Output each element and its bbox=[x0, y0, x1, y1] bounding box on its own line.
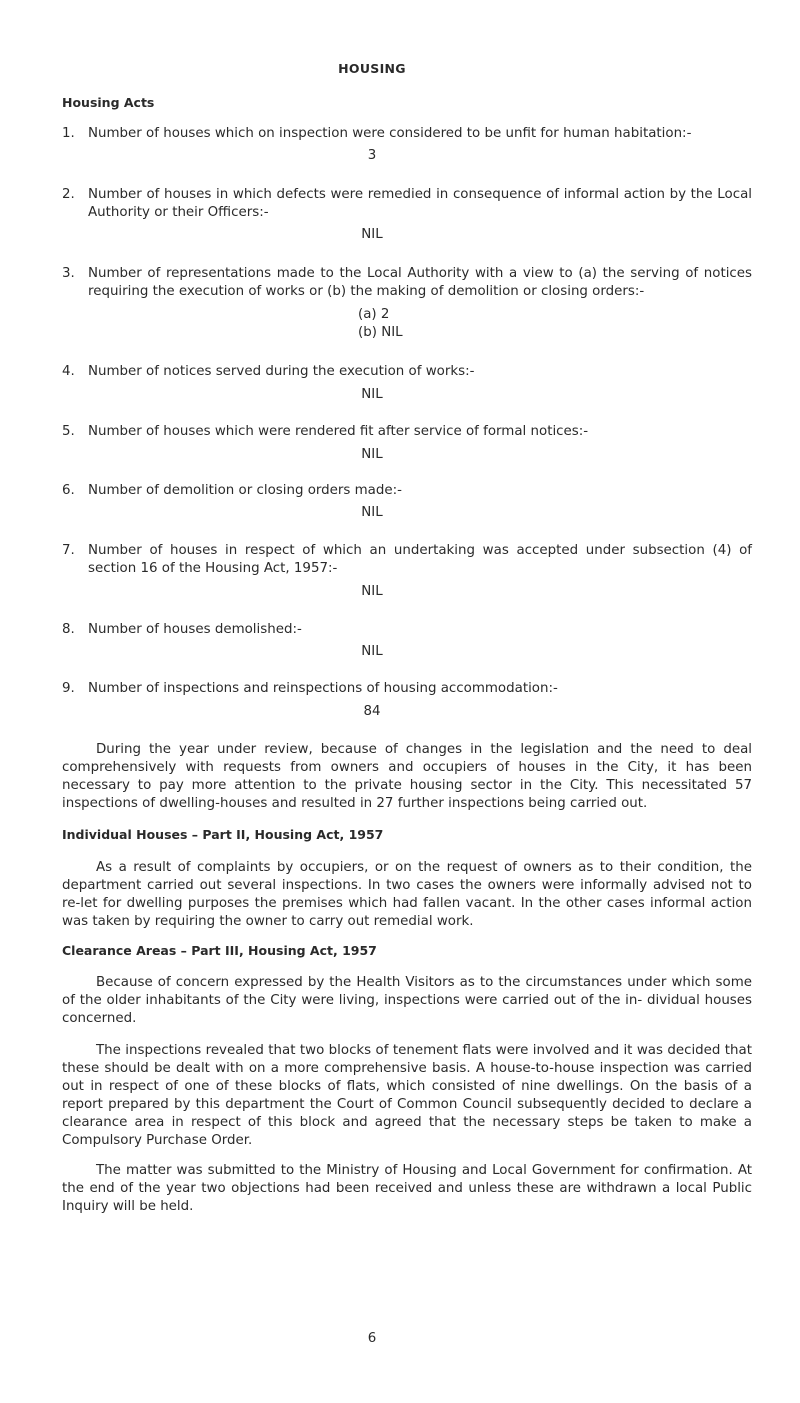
list-item bbox=[62, 542, 752, 578]
item-answer-a: (a) 2 bbox=[358, 307, 390, 322]
list-item bbox=[62, 265, 752, 301]
item-number: 6. bbox=[62, 483, 75, 498]
list-item bbox=[62, 680, 752, 698]
item-answer-b: (b) NIL bbox=[358, 325, 403, 340]
item-answer: NIL bbox=[361, 387, 383, 402]
item-text: Number of inspections and reinspections of housing accommodation:- bbox=[88, 681, 558, 696]
item-answer: NIL bbox=[361, 644, 383, 659]
section-heading-individual-houses: Individual Houses – Part II, Housing Act, 1957 bbox=[62, 827, 384, 842]
item-number: 9. bbox=[62, 681, 75, 696]
individual-houses-paragraph: As a result of complaints by occupiers, or on the request of owners as to their condition, the department carried out several inspections. In two cases the owners were informally advised not to re-let for dwelling purposes the premises which had fallen vacant. In the other cases informal action was taken by requiring the owner to carry out remedial work. bbox=[62, 860, 752, 929]
page-number: 6 bbox=[367, 1331, 377, 1346]
item-number: 5. bbox=[62, 424, 75, 439]
item-text: Number of houses which on inspection were considered to be unfit for human habitation:- bbox=[88, 126, 692, 141]
item-text: Number of houses in which defects were remedied in consequence of informal action by the Local Authority or their Officers:- bbox=[88, 187, 752, 220]
list-item bbox=[62, 621, 752, 639]
list-item bbox=[62, 423, 752, 441]
item-text: Number of demolition or closing orders made:- bbox=[88, 483, 402, 498]
list-item bbox=[62, 363, 752, 381]
item-text: Number of representations made to the Local Authority with a view to (a) the serving of notices requiring the execution of works or (b) the making of demolition or closing orders:- bbox=[88, 266, 752, 299]
clearance-areas-paragraph: The matter was submitted to the Ministry of Housing and Local Government for confirmation. At the end of the year two objections had been received and unless these are withdrawn a local Public Inquiry will be held. bbox=[62, 1163, 752, 1214]
item-answer: NIL bbox=[361, 505, 383, 520]
item-answer: NIL bbox=[361, 227, 383, 242]
item-number: 4. bbox=[62, 364, 75, 379]
section-heading-housing-acts: Housing Acts bbox=[62, 95, 155, 110]
item-number: 8. bbox=[62, 622, 75, 637]
section-heading-clearance-areas: Clearance Areas – Part III, Housing Act, 1957 bbox=[62, 943, 377, 958]
clearance-areas-paragraph: The inspections revealed that two blocks of tenement flats were involved and it was decided that these should be dealt with on a more comprehensive basis. A house-to-house inspection was carried out in respect of one of these blocks of flats, which consisted of nine dwellings. On the basis of a report prepared by this department the Court of Common Council subsequently decided to declare a clearance area in respect of this block and agreed that the necessary steps be taken to make a Compulsory Purchase Order. bbox=[62, 1043, 752, 1148]
page-title: HOUSING bbox=[338, 61, 406, 76]
item-number: 2. bbox=[62, 187, 75, 202]
list-item bbox=[62, 482, 752, 500]
list-item bbox=[62, 186, 752, 222]
clearance-areas-paragraph: Because of concern expressed by the Health Visitors as to the circumstances under which some of the older inhabitants of the City were living, inspections were carried out of the in- dividual houses concerned. bbox=[62, 975, 752, 1026]
item-number: 7. bbox=[62, 543, 75, 558]
item-text: Number of notices served during the execution of works:- bbox=[88, 364, 475, 379]
item-text: Number of houses demolished:- bbox=[88, 622, 302, 637]
item-text: Number of houses in respect of which an undertaking was accepted under subsection (4) of section 16 of the Housing Act, 1957:- bbox=[88, 543, 752, 576]
housing-acts-paragraph: During the year under review, because of changes in the legislation and the need to deal comprehensively with requests from owners and occupiers of houses in the City, it has been necessary to pay more attention to the private housing sector in the City. This necessitated 57 inspections of dwelling-houses and resulted in 27 further inspections being carried out. bbox=[62, 742, 752, 811]
item-number: 1. bbox=[62, 126, 75, 141]
item-answer: 84 bbox=[363, 704, 381, 719]
list-item bbox=[62, 125, 752, 143]
item-answer: 3 bbox=[367, 148, 377, 163]
item-number: 3. bbox=[62, 266, 75, 281]
item-text: Number of houses which were rendered fit after service of formal notices:- bbox=[88, 424, 589, 439]
item-answer: NIL bbox=[361, 447, 383, 462]
item-answer: NIL bbox=[361, 584, 383, 599]
